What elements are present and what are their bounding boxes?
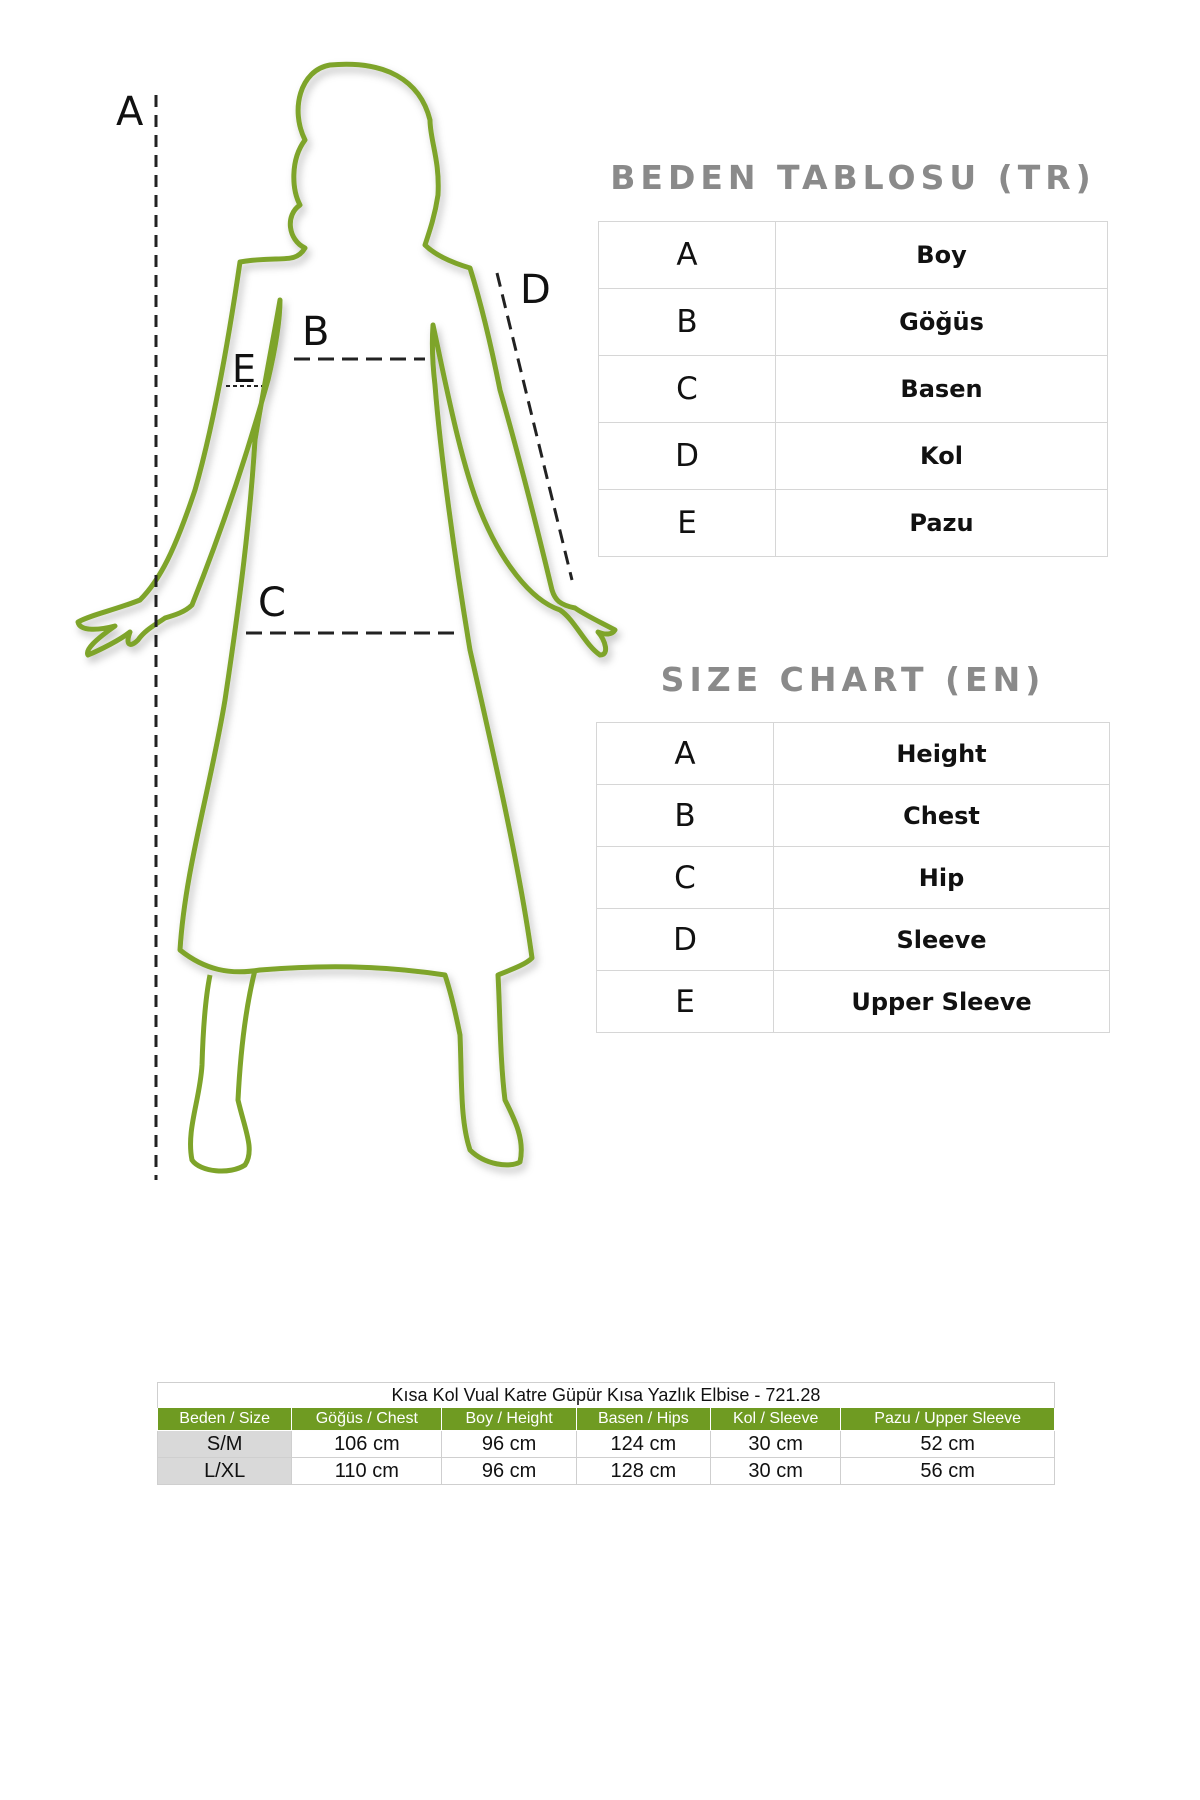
key-name: Hip: [774, 847, 1110, 909]
column-header: Göğüs / Chest: [292, 1408, 442, 1431]
key-letter: E: [599, 490, 776, 557]
label-a: A: [116, 89, 144, 135]
table-cell: 96 cm: [442, 1431, 576, 1458]
dress-silhouette-outline: [78, 64, 615, 1165]
key-letter: B: [599, 289, 776, 356]
size-cell: S/M: [158, 1431, 292, 1458]
key-letter: E: [597, 971, 774, 1033]
column-header: Kol / Sleeve: [710, 1408, 840, 1431]
key-name: Upper Sleeve: [774, 971, 1110, 1033]
table-cell: 128 cm: [576, 1458, 710, 1485]
table-row: [597, 909, 1110, 971]
table-cell: 106 cm: [292, 1431, 442, 1458]
key-name: Kol: [776, 423, 1108, 490]
table-cell: 96 cm: [442, 1458, 576, 1485]
table-row: [599, 222, 1108, 289]
key-letter: C: [597, 847, 774, 909]
key-letter: A: [597, 723, 774, 785]
table-row: [158, 1458, 1055, 1485]
table-row: [597, 723, 1110, 785]
key-letter: A: [599, 222, 776, 289]
column-header: Basen / Hips: [576, 1408, 710, 1431]
table-cell: 124 cm: [576, 1431, 710, 1458]
column-header: Pazu / Upper Sleeve: [841, 1408, 1055, 1431]
key-name: Chest: [774, 785, 1110, 847]
key-letter: B: [597, 785, 774, 847]
tr-size-key-table: [598, 221, 1108, 557]
table-row: [597, 785, 1110, 847]
table-row: [599, 423, 1108, 490]
label-b: B: [302, 309, 330, 355]
size-cell: L/XL: [158, 1458, 292, 1485]
key-name: Sleeve: [774, 909, 1110, 971]
product-title: Kısa Kol Vual Katre Güpür Kısa Yazlık Elbise - 721.28: [158, 1383, 1055, 1408]
table-row: [599, 289, 1108, 356]
table-row: [599, 356, 1108, 423]
column-header: Boy / Height: [442, 1408, 576, 1431]
product-measurement-table: [157, 1382, 1055, 1485]
tr-chart-heading: BEDEN TABLOSU (TR): [610, 158, 1096, 197]
label-d: D: [520, 267, 551, 313]
table-row: [599, 490, 1108, 557]
table-cell: 30 cm: [710, 1458, 840, 1485]
table-cell: 30 cm: [710, 1431, 840, 1458]
label-e: E: [232, 347, 257, 391]
key-name: Göğüs: [776, 289, 1108, 356]
key-name: Pazu: [776, 490, 1108, 557]
table-header-row: [158, 1408, 1055, 1431]
table-cell: 56 cm: [841, 1458, 1055, 1485]
leg-outline-left: [191, 970, 255, 1171]
table-row: [597, 971, 1110, 1033]
en-size-key-table: [596, 722, 1110, 1033]
table-row: [158, 1431, 1055, 1458]
table-row: [597, 847, 1110, 909]
key-name: Height: [774, 723, 1110, 785]
key-letter: D: [597, 909, 774, 971]
table-cell: 52 cm: [841, 1431, 1055, 1458]
label-c: C: [258, 580, 286, 626]
en-chart-heading: SIZE CHART (EN): [660, 660, 1046, 699]
table-cell: 110 cm: [292, 1458, 442, 1485]
key-name: Boy: [776, 222, 1108, 289]
key-name: Basen: [776, 356, 1108, 423]
key-letter: D: [599, 423, 776, 490]
key-letter: C: [599, 356, 776, 423]
column-header: Beden / Size: [158, 1408, 292, 1431]
